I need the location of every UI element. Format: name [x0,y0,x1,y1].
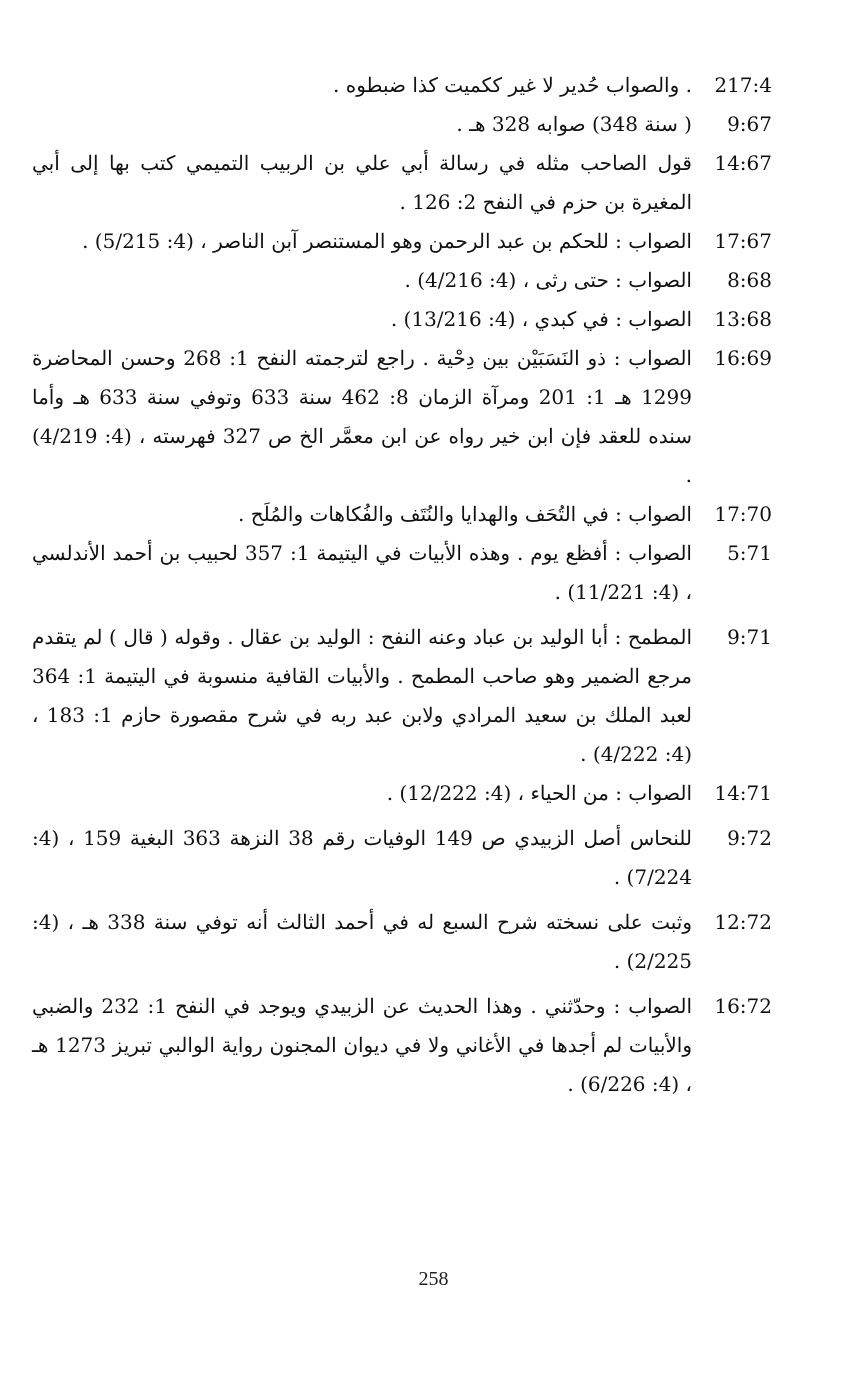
entry-reference: 5:71 [727,541,772,565]
entry-reference: 17:70 [714,502,772,526]
entry-text: الصواب : من الحياء ، (4: 12/222) . [386,781,692,805]
entry-reference: 16:72 [714,994,772,1018]
annotation-entry-12 [32,819,772,897]
entry-reference: 14:71 [714,781,772,805]
entry-reference: 9:67 [727,112,772,136]
annotation-entry-14 [32,987,772,1104]
entry-reference: 14:67 [714,151,772,175]
entry-reference: 217:4 [714,73,772,97]
entry-reference: 9:72 [727,826,772,850]
entry-reference: 16:69 [714,346,772,370]
annotation-entry-1 [32,66,772,105]
entry-text: الصواب : ذو النَسَبَيْن بين دِحْية . راجع لترجمته النفح 1: 268 وحسن المحاضرة 1299 هـ 1: 201 ومرآة الزمان 8: 462 سنة 633 وتوفي سنة 633 هـ وأما سنده للعقد فإن ابن خير رواه عن ابن معمَّر الخ ص 327 فهرسته ، (4: 4/219) . [32,346,692,487]
entry-text: الصواب : وحدّثني . وهذا الحديث عن الزبيدي ويوجد في النفح 1: 232 والضبي والأبيات لم أجدها في الأغاني ولا في ديوان المجنون رواية الوالبي تبريز 1273 هـ ، (4: 6/226) . [32,994,693,1096]
annotation-entry-13 [32,903,772,981]
entry-text: الصواب : في التُحَف والهدايا والنُتَف والفُكاهات والمُلَح . [238,502,692,526]
entry-text: الصواب : في كبدي ، (4: 13/216) . [390,307,692,331]
entry-text: الصواب : حتى رثى ، (4: 4/216) . [404,268,692,292]
entry-reference: 8:68 [727,268,772,292]
annotation-entry-9 [32,534,772,612]
entry-text: للنحاس أصل الزبيدي ص 149 الوفيات رقم 38 النزهة 363 البغية 159 ، (4: 7/224) . [32,826,692,889]
entry-reference: 12:72 [714,910,772,934]
entry-text: . والصواب حُدير لا غير ككميت كذا ضبطوه . [333,73,692,97]
entry-text: قول الصاحب مثله في رسالة أبي علي بن الربيب التميمي كتب بها إلى أبي المغيرة بن حزم في النفح 2: 126 . [32,151,692,214]
page-number: 258 [418,1268,449,1290]
entry-reference: 17:67 [714,229,772,253]
annotation-entry-8 [32,495,772,534]
entry-text: وثبت على نسخته شرح السبع له في أحمد الثالث أنه توفي سنة 338 هـ ، (4: 2/225) . [32,910,692,973]
entry-text: الصواب : أفظع يوم . وهذه الأبيات في اليتيمة 1: 357 لحبيب بن أحمد الأندلسي ، (4: 11/221) . [32,541,692,604]
entry-reference: 9:71 [727,625,772,649]
entry-text: المطمح : أبا الوليد بن عباد وعنه النفح : الوليد بن عقال . وقوله ( قال ) لم يتقدم مرجع الضمير وهو صاحب المطمح . والأبيات القافية منسوبة في اليتيمة 1: 364 لعبد الملك بن سعيد المرادي ولابن عبد ربه في شرح مقصورة حازم 1: 183 ، (4: 4/222) . [32,625,692,766]
entry-reference: 13:68 [714,307,772,331]
annotation-entry-3 [32,144,772,222]
annotation-entry-11 [32,774,772,813]
annotation-entry-4 [32,222,772,261]
annotation-entry-2 [32,105,772,144]
annotation-entry-6 [32,300,772,339]
annotation-entry-5 [32,261,772,300]
entry-text: الصواب : للحكم بن عبد الرحمن وهو المستنصر آبن الناصر ، (4: 5/215) . [82,229,692,253]
annotation-entry-7 [32,339,772,495]
annotations-page [32,66,772,1104]
entry-text: ( سنة 348) صوابه 328 هـ . [456,112,692,136]
annotation-entry-10 [32,618,772,774]
